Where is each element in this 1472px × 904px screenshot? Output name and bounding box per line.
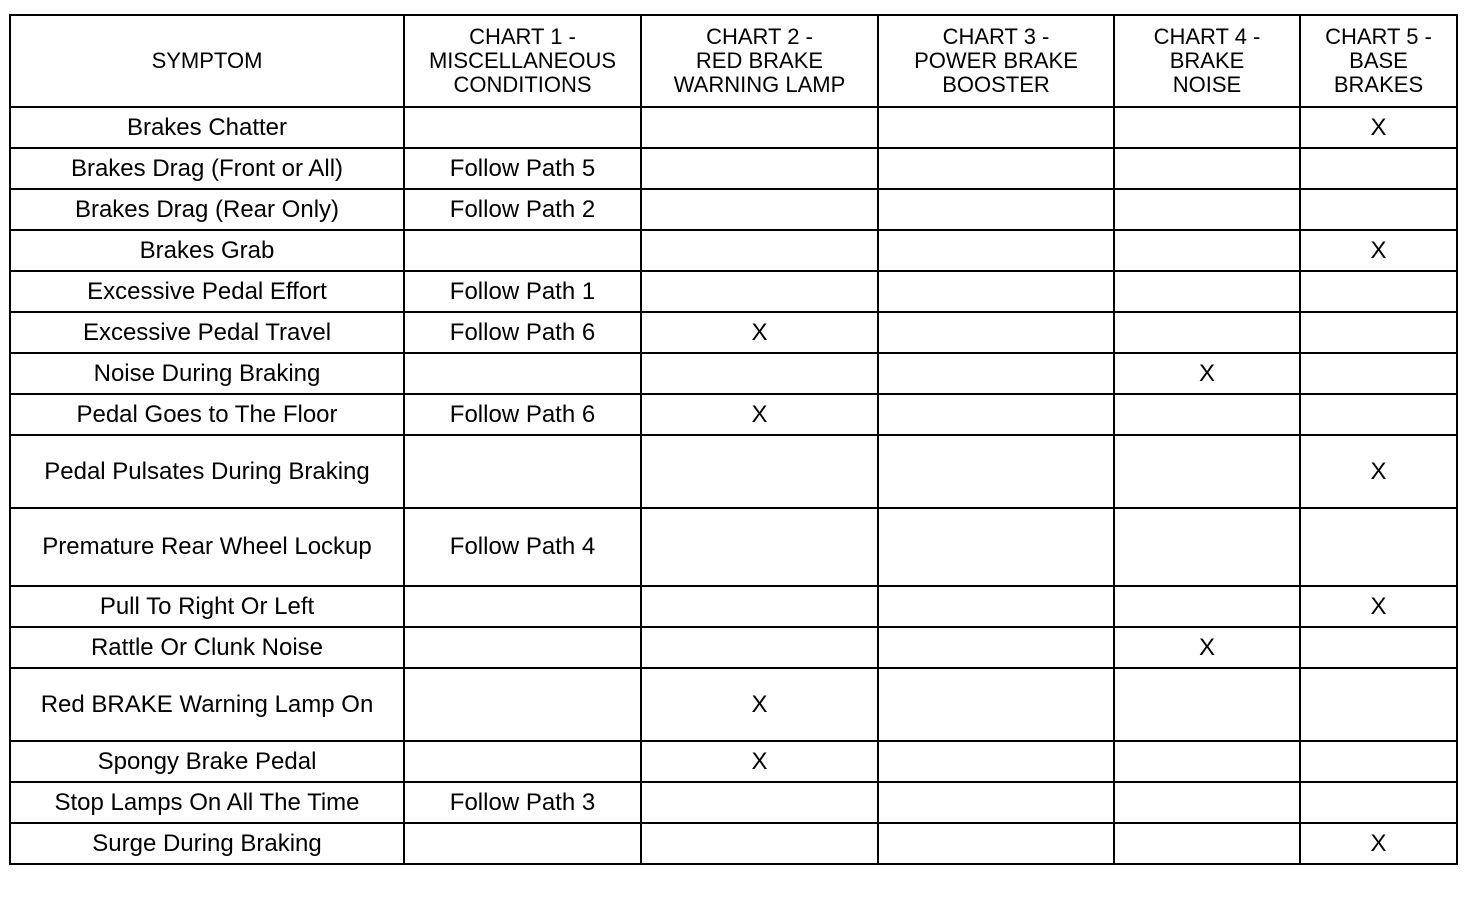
chart-4-cell [1114,741,1300,782]
header-chart-3: CHART 3 - POWER BRAKE BOOSTER [878,15,1114,107]
chart-1-cell [404,823,641,864]
chart-1-cell: Follow Path 6 [404,394,641,435]
chart-3-cell [878,189,1114,230]
symptom-cell: Stop Lamps On All The Time [10,782,404,823]
table-row [10,508,1457,586]
chart-3-cell [878,353,1114,394]
chart-5-cell: X [1300,435,1457,508]
chart-5-cell: X [1300,230,1457,271]
chart-1-cell [404,586,641,627]
header-row [10,15,1457,107]
chart-1-cell: Follow Path 1 [404,271,641,312]
chart-1-cell [404,627,641,668]
chart-2-cell: X [641,668,878,741]
chart-2-cell [641,271,878,312]
header-symptom: SYMPTOM [10,15,404,107]
symptom-chart-table [9,14,1458,865]
chart-1-cell [404,668,641,741]
symptom-cell: Excessive Pedal Effort [10,271,404,312]
table-row [10,586,1457,627]
chart-1-cell: Follow Path 6 [404,312,641,353]
chart-3-cell [878,312,1114,353]
table-row [10,435,1457,508]
chart-2-cell [641,508,878,586]
symptom-cell: Surge During Braking [10,823,404,864]
table-row [10,230,1457,271]
symptom-cell: Brakes Chatter [10,107,404,148]
chart-1-cell: Follow Path 3 [404,782,641,823]
chart-4-cell [1114,782,1300,823]
symptom-cell: Pedal Pulsates During Braking [10,435,404,508]
table-row [10,107,1457,148]
chart-2-cell [641,782,878,823]
table-row [10,189,1457,230]
chart-5-cell [1300,782,1457,823]
chart-4-cell [1114,230,1300,271]
chart-3-cell [878,435,1114,508]
table-row [10,353,1457,394]
chart-5-cell: X [1300,107,1457,148]
chart-5-cell [1300,508,1457,586]
chart-4-cell [1114,148,1300,189]
chart-2-cell: X [641,312,878,353]
chart-2-cell [641,230,878,271]
chart-4-cell [1114,394,1300,435]
chart-2-cell [641,353,878,394]
chart-2-cell [641,189,878,230]
chart-4-cell [1114,668,1300,741]
table-row [10,627,1457,668]
symptom-cell: Red BRAKE Warning Lamp On [10,668,404,741]
chart-1-cell: Follow Path 4 [404,508,641,586]
chart-3-cell [878,627,1114,668]
table-row [10,741,1457,782]
chart-1-cell [404,435,641,508]
symptom-cell: Rattle Or Clunk Noise [10,627,404,668]
symptom-cell: Pull To Right Or Left [10,586,404,627]
header-chart-2: CHART 2 - RED BRAKE WARNING LAMP [641,15,878,107]
chart-5-cell [1300,148,1457,189]
header-chart-4: CHART 4 - BRAKE NOISE [1114,15,1300,107]
chart-2-cell [641,148,878,189]
chart-5-cell: X [1300,823,1457,864]
chart-3-cell [878,394,1114,435]
chart-2-cell [641,107,878,148]
chart-4-cell [1114,107,1300,148]
chart-1-cell: Follow Path 2 [404,189,641,230]
symptom-cell: Brakes Drag (Front or All) [10,148,404,189]
chart-5-cell [1300,312,1457,353]
table-row [10,394,1457,435]
chart-1-cell [404,107,641,148]
chart-4-cell [1114,189,1300,230]
chart-3-cell [878,230,1114,271]
table-row [10,271,1457,312]
table-row [10,668,1457,741]
chart-3-cell [878,823,1114,864]
chart-3-cell [878,741,1114,782]
chart-4-cell [1114,508,1300,586]
symptom-cell: Noise During Braking [10,353,404,394]
chart-3-cell [878,508,1114,586]
chart-5-cell [1300,271,1457,312]
chart-4-cell: X [1114,353,1300,394]
symptom-cell: Brakes Drag (Rear Only) [10,189,404,230]
symptom-cell: Brakes Grab [10,230,404,271]
table-row [10,148,1457,189]
chart-2-cell: X [641,394,878,435]
symptom-cell: Spongy Brake Pedal [10,741,404,782]
chart-3-cell [878,668,1114,741]
header-chart-5: CHART 5 - BASE BRAKES [1300,15,1457,107]
chart-5-cell [1300,189,1457,230]
chart-5-cell [1300,353,1457,394]
chart-3-cell [878,107,1114,148]
symptom-cell: Excessive Pedal Travel [10,312,404,353]
header-chart-1: CHART 1 - MISCELLANEOUS CONDITIONS [404,15,641,107]
chart-4-cell [1114,435,1300,508]
chart-1-cell: Follow Path 5 [404,148,641,189]
chart-5-cell [1300,627,1457,668]
chart-5-cell: X [1300,586,1457,627]
chart-5-cell [1300,394,1457,435]
chart-3-cell [878,271,1114,312]
chart-5-cell [1300,741,1457,782]
chart-3-cell [878,148,1114,189]
chart-2-cell [641,435,878,508]
chart-4-cell [1114,586,1300,627]
table-row [10,312,1457,353]
table-row [10,782,1457,823]
chart-3-cell [878,782,1114,823]
chart-4-cell [1114,823,1300,864]
chart-1-cell [404,353,641,394]
chart-5-cell [1300,668,1457,741]
symptom-cell: Pedal Goes to The Floor [10,394,404,435]
table-row [10,823,1457,864]
symptom-cell: Premature Rear Wheel Lockup [10,508,404,586]
chart-2-cell [641,586,878,627]
chart-4-cell [1114,312,1300,353]
chart-4-cell [1114,271,1300,312]
chart-2-cell [641,823,878,864]
chart-2-cell: X [641,741,878,782]
chart-4-cell: X [1114,627,1300,668]
chart-3-cell [878,586,1114,627]
chart-2-cell [641,627,878,668]
chart-1-cell [404,230,641,271]
table-body [10,107,1457,864]
chart-1-cell [404,741,641,782]
